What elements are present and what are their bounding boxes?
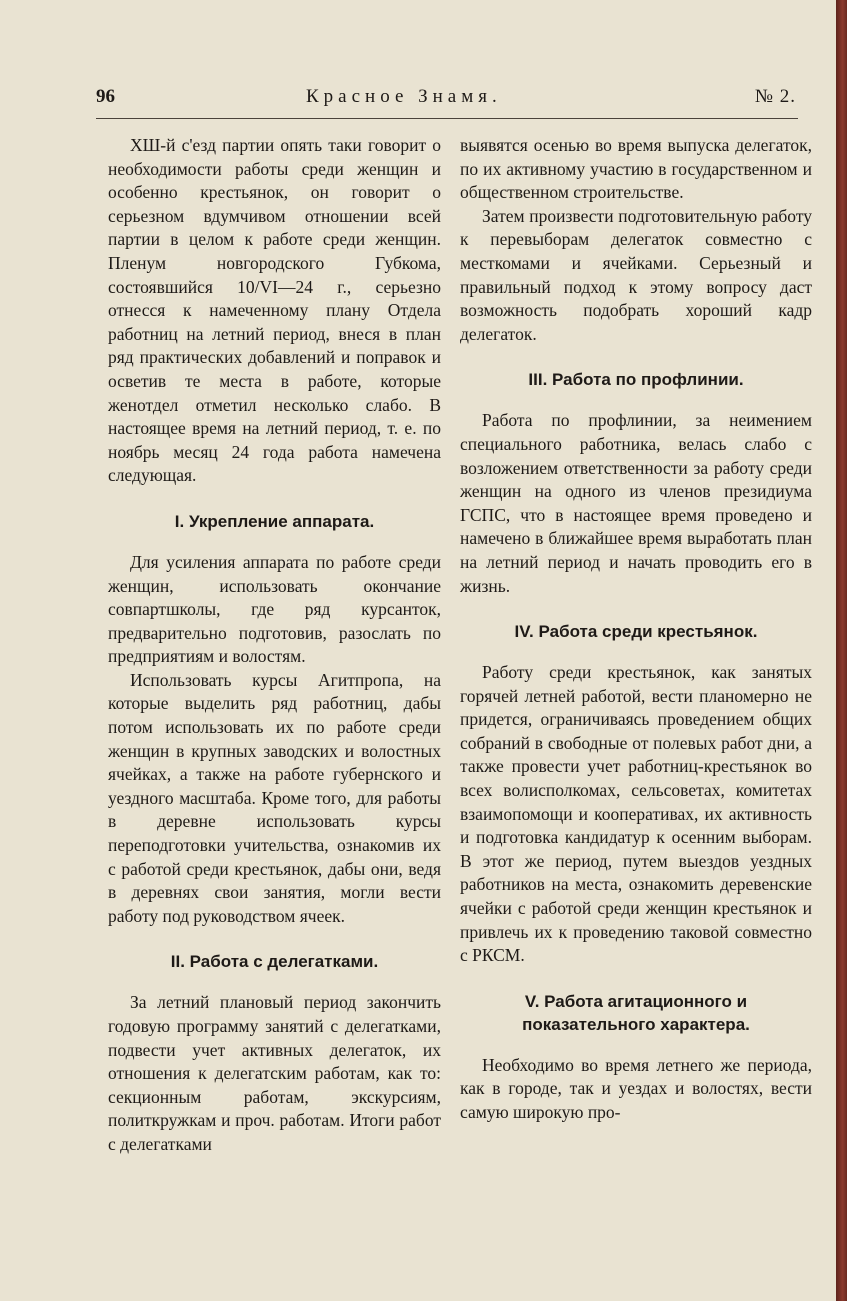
section-2-paragraph-1: За летний плановый период закончить годовую программу занятий с делегатками, подвести учет активных делегаток, их отношения к делегатским работам, как то: секционным работам, экскурсиям, политкружкам и проч. работам. Итоги работ с делегатками <box>108 992 441 1154</box>
page-binding-edge <box>836 0 847 1301</box>
section-5-paragraph-1: Необходимо во время летнего же периода, как в городе, так и уездах и волостях, вести самую широкую про- <box>460 1054 812 1122</box>
page-number: 96 <box>96 86 115 107</box>
journal-title: Красное Знамя. <box>306 86 502 107</box>
page-header <box>96 86 796 114</box>
section-2-heading: II. Работа с делегатками. <box>170 952 379 972</box>
section-1-paragraph-1: Для усиления аппарата по работе среди женщин, использовать окончание совпартшколы, где ряд курсанток, предварительно подготовив, разослать по предприятиям и волостям. <box>108 551 441 667</box>
left-column <box>108 134 441 1157</box>
header-rule <box>96 118 798 119</box>
right-column <box>460 134 812 1125</box>
section-4-heading: IV. Работа среди крестьянок. <box>514 622 758 642</box>
section-4-paragraph-1: Работу среди крестьянок, как занятых горячей летней работой, вести планомерно не придется, ограничиваясь проведением общих собраний в свободные от полевых работ дни, а также провести учет работниц-крестьянок во всех волисполкомах, сельсоветах, комитетах взаимопомощи и кооперативах, их активность и подготовка кандидатур к осенним выборам. В этот же период, путем выездов уездных работников на места, ознакомить деревенские ячейки с работой среди женщин крестьянок и привлечь их к проведению таковой совместно с РКСМ. <box>460 662 812 966</box>
section-2-continuation: выявятся осенью во время выпуска делегаток, по их активному участию в государственном и общественном строительстве. <box>460 135 812 203</box>
section-2-paragraph-2: Затем произвести подготовительную работу к перевыборам делегаток совместно с месткомами и ячейками. Серьезный и правильный подход к этому вопросу даст возможность подобрать хороший кадр делегаток. <box>460 205 812 344</box>
section-5-heading: V. Работа агитационного и показательного характера. <box>522 991 750 1034</box>
section-1-paragraph-2: Использовать курсы Агитпропа, на которые выделить ряд работниц, дабы потом использовать их по работе среди женщин в крупных заводских и волостных ячейках, а также на работе губернского и уездного масштаба. Кроме того, для работы в деревне использовать курсы переподготовки учительства, ознакомив их с работой среди крестьянок, дабы они, ведя в деревнях свои занятия, могли вести работу под руководством ячеек. <box>108 669 441 926</box>
section-1-heading: I. Укрепление аппарата. <box>174 511 375 531</box>
issue-number: № 2. <box>754 86 796 107</box>
section-3-heading: III. Работа по профлинии. <box>528 370 744 390</box>
intro-paragraph: ХШ-й с'езд партии опять таки говорит о необходимости работы среди женщин и особенно крестьянок, он говорит о серьезном вдумчивом отношении всей партии в целом к работе среди женщин. Пленум новгородского Губкома, состоявшийся 10/VI—24 г., серьезно отнесся к намеченному плану Отдела работниц на летний период, внеся в план ряд практических добавлений и поправок и осветив те места в работе, которые женотдел отметил несколько слабо. В настоящее время на летний период, т. е. по ноябрь месяц 24 года работа намечена следующая. <box>108 135 441 486</box>
section-3-paragraph-1: Работа по профлинии, за неимением специального работника, велась слабо с возложением ответственности за работу среди женщин на одного из членов президиума ГСПС, что в настоящее время проведено и намечено в ближайшее время выработать план на летний период и начать проводить его в жизнь. <box>460 410 812 596</box>
